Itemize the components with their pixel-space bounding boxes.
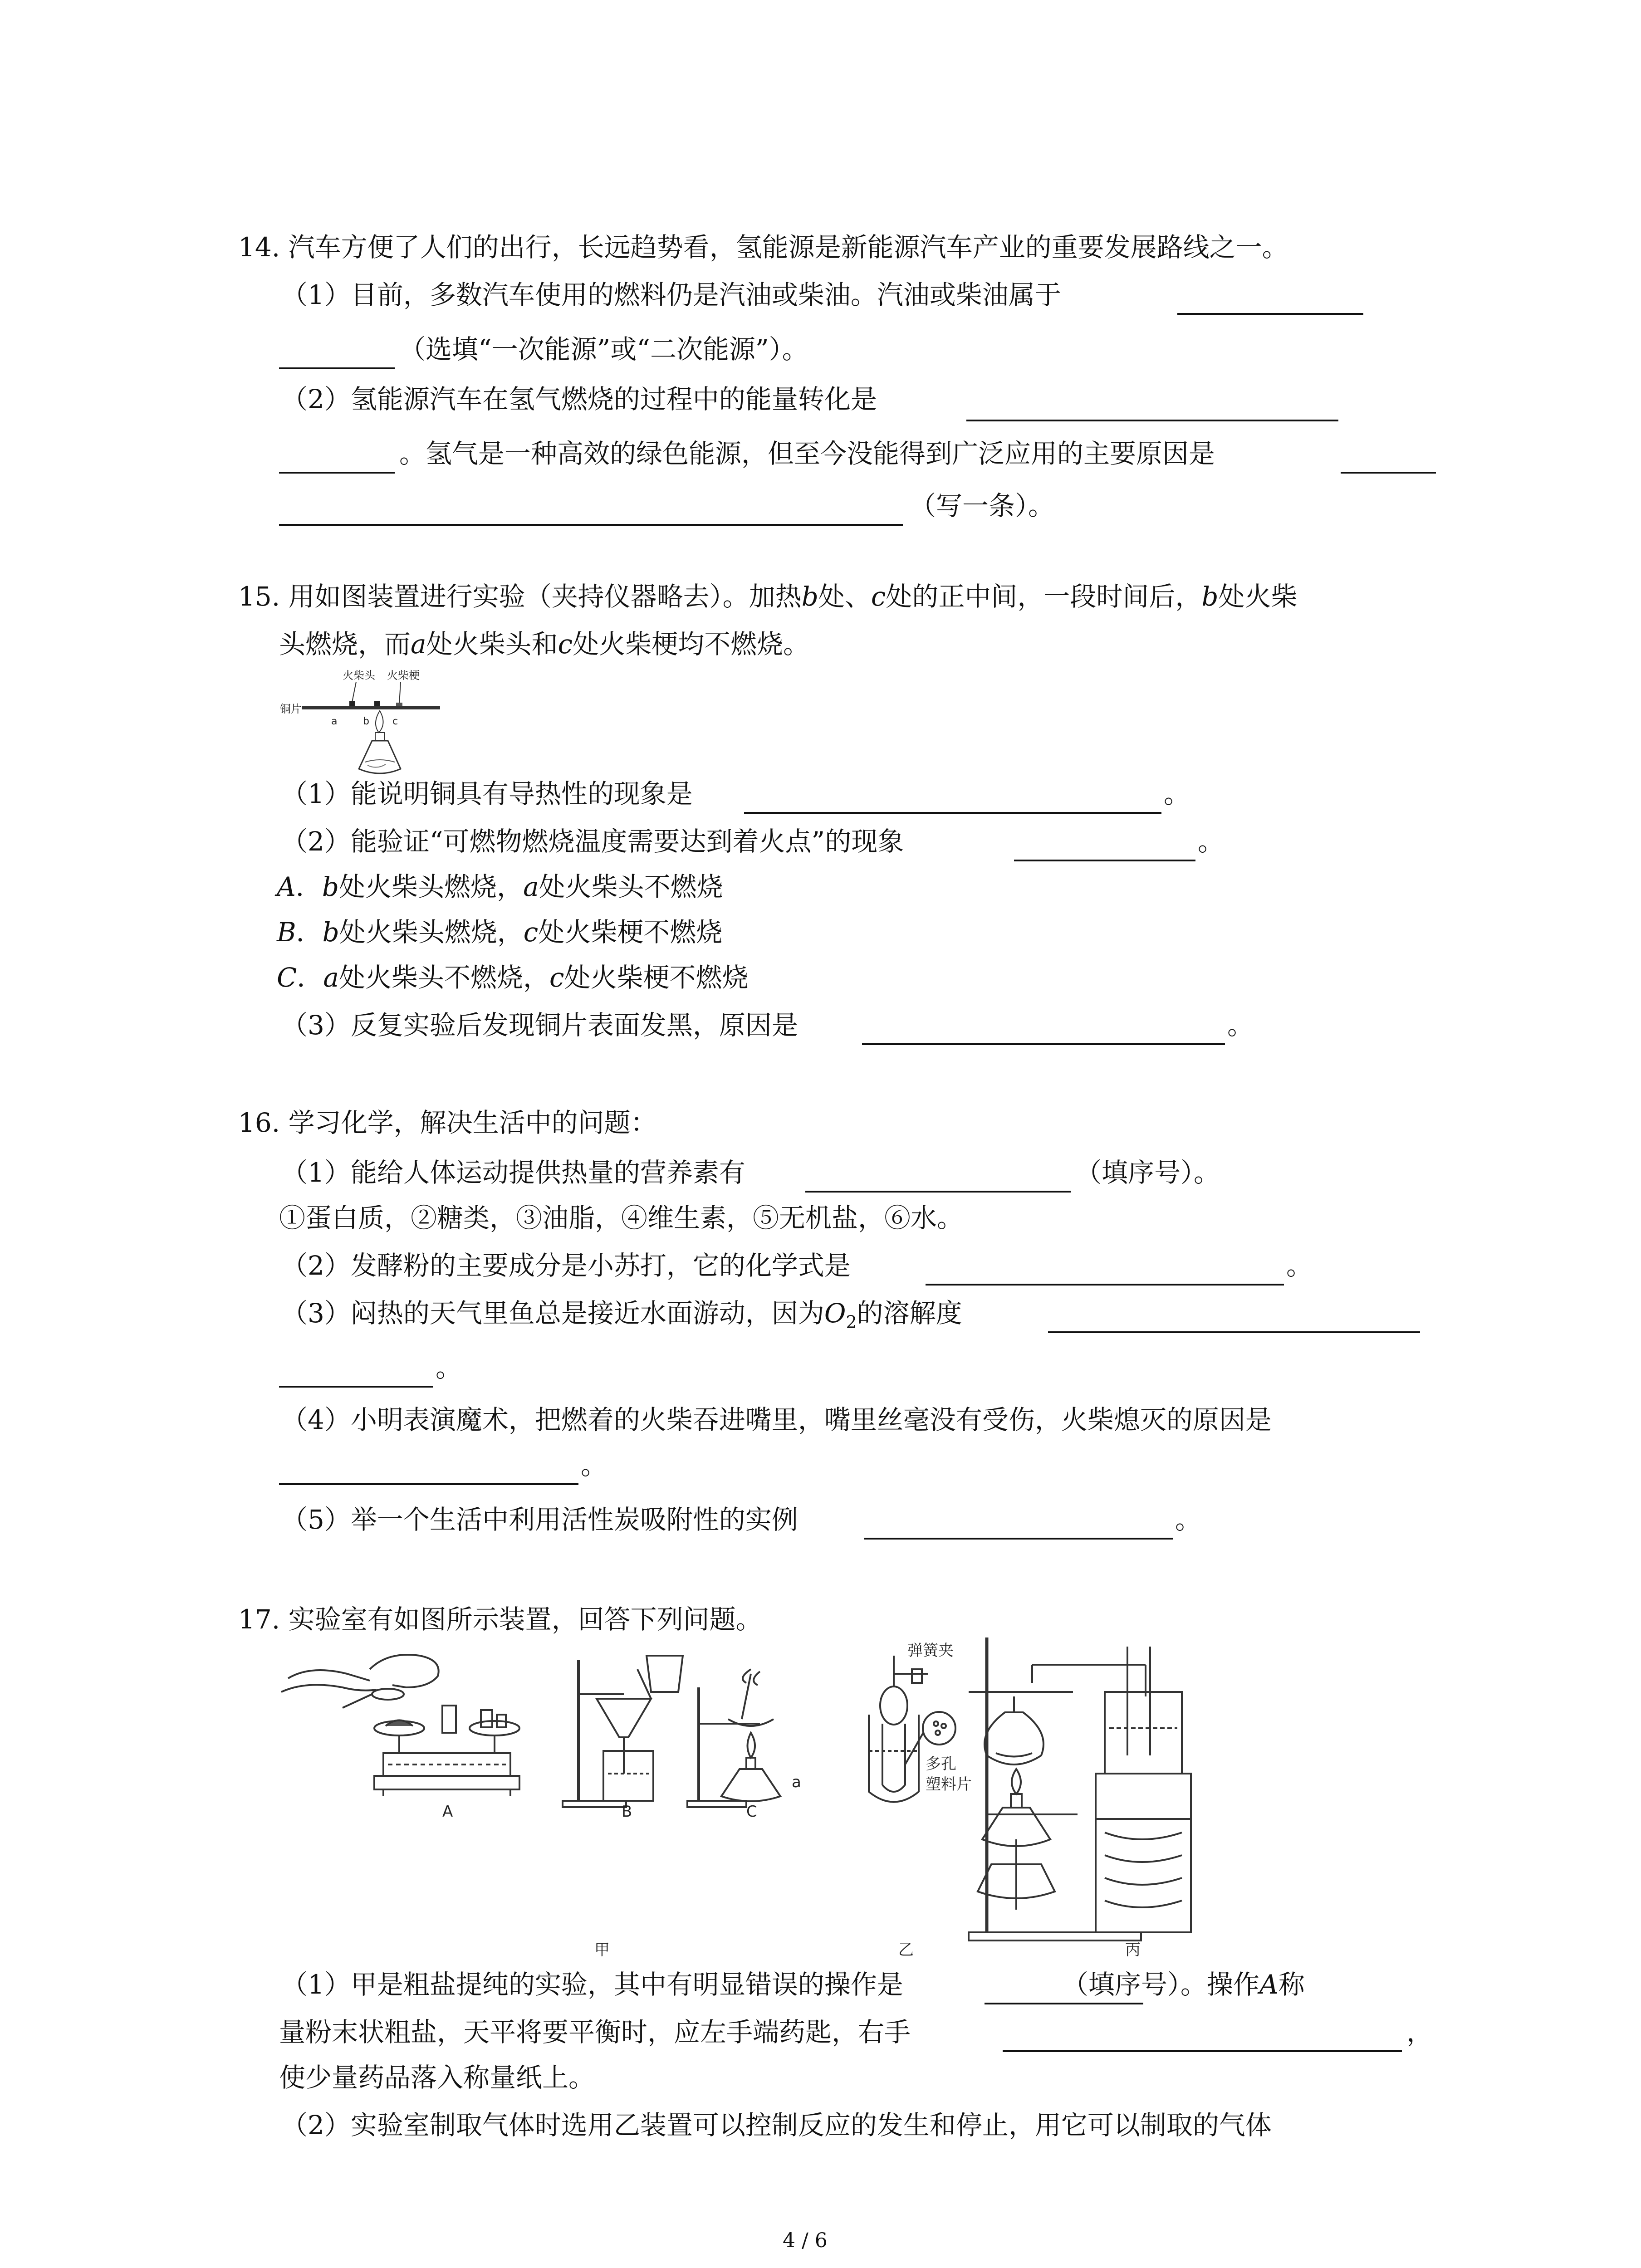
q15-part2-end: 。 [1198,826,1225,857]
q15-part1-end: 。 [1164,778,1190,809]
fig-label-copper: 铜片 [280,703,302,715]
q16-blank-1[interactable] [805,1191,1071,1193]
q16-blank-5[interactable] [864,1538,1173,1540]
q15-option-a: A．b处火柴头燃烧，a处火柴头不燃烧 [277,871,723,902]
apparatus-bing-distillation [969,1637,1191,1941]
fig-label-match-head: 火柴头 [343,669,375,682]
fig-label-yi: 乙 [898,1941,914,1959]
q16-part5-text: （5）举一个生活中利用活性炭吸附性的实例 [281,1504,798,1535]
q17-apparatus-figure [279,1637,1286,1964]
q14-blank-3-continued[interactable] [279,524,903,526]
fig-label-A: A [442,1803,453,1821]
q14-part2-text: （2）氢能源汽车在氢气燃烧的过程中的能量转化是 [281,384,877,415]
fig-label-match-stick: 火柴梗 [387,669,420,682]
q16-part4-end: 。 [581,1450,607,1481]
q15-stem-line1: 15. 用如图装置进行实验（夹持仪器略去）。加热b处、c处的正中间，一段时间后，b处火柴 [238,581,1298,612]
q17-blank-1[interactable] [985,2003,1143,2004]
q16-part1-text: （1）能给人体运动提供热量的营养素有 [281,1157,745,1188]
fig-label-lowercase-a: a [792,1773,801,1791]
q16-part3-end: 。 [436,1352,462,1383]
q14-blank-2-continued[interactable] [279,472,395,474]
fig-label-bing: 丙 [1125,1941,1141,1959]
fig-label-porous: 多孔 [926,1755,956,1773]
q17-part2-text: （2）实验室制取气体时选用乙装置可以控制反应的发生和停止，用它可以制取的气体 [281,2110,1272,2141]
apparatus-a-balance [281,1655,519,1796]
q16-part4-text: （4）小明表演魔术，把燃着的火柴吞进嘴里，嘴里丝毫没有受伤，火柴熄灭的原因是 [281,1404,1272,1435]
fig-label-c: c [392,716,398,727]
q15-blank-1[interactable] [744,812,1161,814]
fig-label-a: a [331,716,338,727]
q14-part1-text: （1）目前，多数汽车使用的燃料仍是汽油或柴油。汽油或柴油属于 [281,279,1061,310]
q16-part1-hint: （填序号）。 [1075,1157,1220,1188]
q16-stem: 16. 学习化学，解决生活中的问题： [238,1107,657,1138]
apparatus-c-evaporation [687,1669,780,1807]
q16-part2-end: 。 [1286,1250,1313,1281]
q15-part1-text: （1）能说明铜具有导热性的现象是 [281,778,693,809]
fig-label-plastic-sheet: 塑料片 [926,1775,972,1794]
fig-label-spring-clip: 弹簧夹 [907,1642,954,1660]
fig-label-B: B [622,1803,632,1821]
q16-blank-2[interactable] [926,1284,1284,1286]
q14-stem: 14. 汽车方便了人们的出行，长远趋势看，氢能源是新能源汽车产业的重要发展路线之一。 [238,232,1288,263]
q15-blank-3[interactable] [862,1043,1225,1045]
q17-part1-comma: ， [1406,2017,1433,2048]
q16-nutrient-list: ①蛋白质，②糖类，③油脂，④维生素，⑤无机盐，⑥水。 [279,1202,964,1233]
q16-part5-end: 。 [1175,1504,1202,1535]
q16-part3-text: （3）闷热的天气里鱼总是接近水面游动，因为$O_2$的溶解度 [281,1298,962,1332]
q14-blank-2[interactable] [966,420,1338,421]
q15-copper-heating-figure [279,669,442,782]
q14-blank-1-continued[interactable] [279,367,395,369]
q16-part2-text: （2）发酵粉的主要成分是小苏打，它的化学式是 [281,1250,851,1281]
q16-blank-3-continued[interactable] [279,1386,433,1388]
q15-blank-2[interactable] [1014,860,1195,861]
q15-part3-text: （3）反复实验后发现铜片表面发黑，原因是 [281,1010,798,1041]
q17-part1-text-3: 使少量药品落入称量纸上。 [279,2062,595,2093]
apparatus-b-filtration [563,1656,683,1807]
fig-label-b: b [363,716,369,727]
q14-part2-hint: （写一条）。 [910,490,1055,521]
fig-label-C: C [746,1803,757,1821]
q14-blank-1[interactable] [1177,313,1363,315]
fig-label-jia: 甲 [594,1941,610,1959]
q14-part2-text-2: 。氢气是一种高效的绿色能源，但至今没能得到广泛应用的主要原因是 [399,438,1215,469]
q17-blank-2[interactable] [1003,2050,1402,2052]
q17-part1-text: （1）甲是粗盐提纯的实验，其中有明显错误的操作是 （填序号）。操作A称 [281,1969,1305,2000]
q16-blank-4[interactable] [279,1483,578,1485]
q15-stem-line2: 头燃烧，而a处火柴头和c处火柴梗均不燃烧。 [279,629,810,660]
page-number: 4 / 6 [783,2229,828,2252]
q15-part3-end: 。 [1227,1010,1254,1041]
q17-part1-text-2: 量粉末状粗盐，天平将要平衡时，应左手端药匙，右手 [279,2017,911,2048]
q16-blank-3[interactable] [1048,1331,1420,1333]
q15-part2-text: （2）能验证“可燃物燃烧温度需要达到着火点”的现象 [281,826,904,857]
q17-stem: 17. 实验室有如图所示装置，回答下列问题。 [238,1604,762,1635]
q15-option-c: C．a处火柴头不燃烧，c处火柴梗不燃烧 [277,962,749,993]
q15-option-b: B．b处火柴头燃烧，c处火柴梗不燃烧 [277,917,723,948]
q14-part1-hint: （选填“一次能源”或“二次能源”）。 [399,334,808,365]
q14-blank-3[interactable] [1341,472,1436,474]
